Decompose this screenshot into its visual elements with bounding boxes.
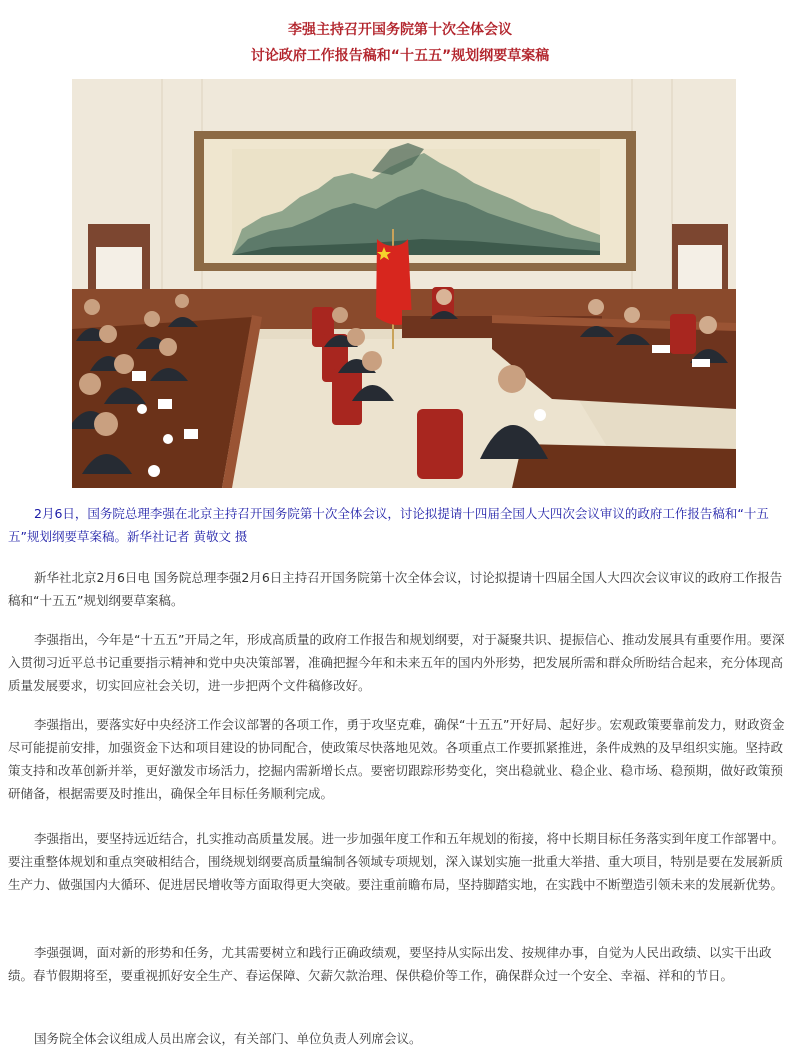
body-paragraph: 李强强调，面对新的形势和任务，尤其需要树立和践行正确政绩观，要坚持从实际出发、按规律办事，自觉为人民出政绩、以实干出政绩。春节假期将至，要重视抓好安全生产、春运保障、欠薪欠款治理、保供稳价等工作，确保群众过一个安全、幸福、祥和的节日。 (8, 945, 772, 983)
landscape-painting (194, 131, 636, 271)
body-paragraph: 新华社北京2月6日电 国务院总理李强2月6日主持召开国务院第十次全体会议，讨论拟提请十四届全国人大四次会议审议的政府工作报告稿和“十五五”规划纲要草案稿。 (8, 570, 783, 608)
body-paragraph: 李强指出，要落实好中央经济工作会议部署的各项工作，勇于攻坚克难，确保“十五五”开好局、起好步。宏观政策要靠前发力，财政资金尽可能提前安排，加强资金下达和项目建设的协同配合，使政策尽快落地见效。各项重点工作要抓紧推进，条件成熟的及早组织实施。坚持政策支持和改革创新并举，更好激发市场活力，挖掘内需新增长点。要密切跟踪形势变化，突出稳就业、稳企业、稳市场、稳预期，做好政策预研储备，根据需要及时推出，确保全年目标任务顺利完成。 (8, 717, 785, 801)
headline-line-2: 讨论政府工作报告稿和“十五五”规划纲要草案稿 (250, 48, 550, 64)
photo-caption: 2月6日，国务院总理李强在北京主持召开国务院第十次全体会议，讨论拟提请十四届全国人大四次会议审议的政府工作报告稿和“十五五”规划纲要草案稿。新华社记者 黄敬文 摄 (8, 506, 769, 544)
body-paragraph: 李强指出，今年是“十五五”开局之年，形成高质量的政府工作报告和规划纲要，对于凝聚共识、提振信心、推动发展具有重要作用。要深入贯彻习近平总书记重要指示精神和党中央决策部署，准确把握今年和未来五年的国内外形势，把发展所需和群众所盼结合起来，充分体现高质量发展要求，切实回应社会关切，进一步把两个文件稿修改好。 (8, 632, 785, 693)
meeting-photo (72, 79, 736, 488)
headline-line-1: 李强主持召开国务院第十次全体会议 (288, 22, 512, 38)
body-paragraph: 国务院全体会议组成人员出席会议，有关部门、单位负责人列席会议。 (34, 1031, 422, 1046)
body-paragraph: 李强指出，要坚持远近结合，扎实推动高质量发展。进一步加强年度工作和五年规划的衔接，将中长期目标任务落实到年度工作部署中。要注重整体规划和重点突破相结合，围绕规划纲要高质量编制各领域专项规划，深入谋划实施一批重大举措、重大项目，特别是要在发展新质生产力、做强国内大循环、促进居民增收等方面取得更大突破。要注重前瞻布局，坚持脚踏实地，在实践中不断塑造引领未来的发展新优势。 (8, 831, 785, 892)
